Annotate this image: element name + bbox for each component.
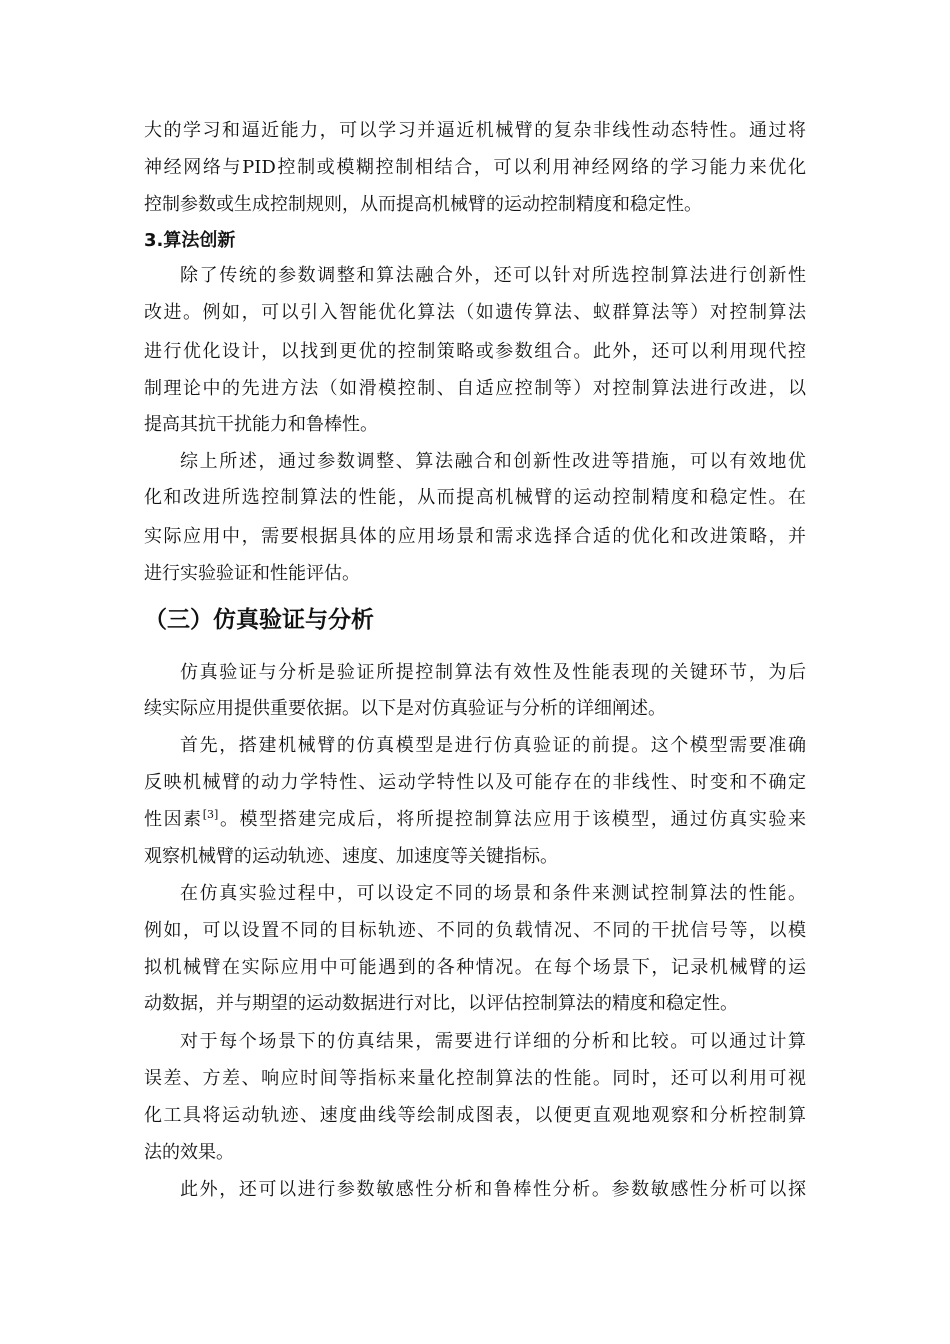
text-line: 拟机械臂在实际应用中可能遇到的各种情况。在每个场景下，记录机械臂的运	[144, 957, 806, 978]
text-line: 动数据，并与期望的运动数据进行对比，以评估控制算法的精度和稳定性。	[144, 993, 738, 1014]
text-line: 进行优化设计，以找到更优的控制策略或参数组合。此外，还可以利用现代控	[144, 341, 806, 362]
text-line: 综上所述，通过参数调整、算法融合和创新性改进等措施，可以有效地优	[180, 451, 806, 472]
text-line: 控制参数或生成控制规则，从而提高机械臂的运动控制精度和稳定性。	[144, 194, 702, 215]
text-line: 误差、方差、响应时间等指标来量化控制算法的性能。同时，还可以利用可视	[144, 1068, 806, 1089]
text-line: 提高其抗干扰能力和鲁棒性。	[144, 414, 378, 435]
text-fragment: 性因素	[144, 809, 203, 830]
text-line: 例如，可以设置不同的目标轨迹、不同的负载情况、不同的干扰信号等，以模	[144, 920, 806, 941]
citation-ref[interactable]: [3]	[202, 808, 219, 821]
text-line: 进行实验验证和性能评估。	[144, 563, 360, 584]
sub-heading: 3.算法创新	[144, 230, 236, 251]
text-line: 改进。例如，可以引入智能优化算法（如遗传算法、蚁群算法等）对控制算法	[144, 302, 806, 323]
text-line: 反映机械臂的动力学特性、运动学特性以及可能存在的非线性、时变和不确定	[144, 772, 806, 793]
text-line: 大的学习和逼近能力，可以学习并逼近机械臂的复杂非线性动态特性。通过将	[144, 120, 806, 141]
text-line: 化工具将运动轨迹、速度曲线等绘制成图表，以便更直观地观察和分析控制算	[144, 1105, 806, 1126]
text-line: 续实际应用提供重要依据。以下是对仿真验证与分析的详细阐述。	[144, 698, 666, 719]
text-line: 除了传统的参数调整和算法融合外，还可以针对所选控制算法进行创新性	[180, 265, 806, 286]
text-line: 仿真验证与分析是验证所提控制算法有效性及性能表现的关键环节，为后	[180, 662, 806, 683]
text-line: 此外，还可以进行参数敏感性分析和鲁棒性分析。参数敏感性分析可以探	[180, 1179, 806, 1200]
text-line: 化和改进所选控制算法的性能，从而提高机械臂的运动控制精度和稳定性。在	[144, 487, 806, 508]
text-line	[144, 809, 806, 831]
text-line: 法的效果。	[144, 1142, 234, 1163]
text-line: 首先，搭建机械臂的仿真模型是进行仿真验证的前提。这个模型需要准确	[180, 735, 806, 756]
text-line: 制理论中的先进方法（如滑模控制、自适应控制等）对控制算法进行改进，以	[144, 378, 806, 399]
text-line: 观察机械臂的运动轨迹、速度、加速度等关键指标。	[144, 846, 558, 867]
text-line: 神经网络与PID控制或模糊控制相结合，可以利用神经网络的学习能力来优化	[144, 157, 806, 178]
section-heading: （三）仿真验证与分析	[144, 607, 374, 633]
text-line: 实际应用中，需要根据具体的应用场景和需求选择合适的优化和改进策略，并	[144, 526, 806, 547]
text-line: 在仿真实验过程中，可以设定不同的场景和条件来测试控制算法的性能。	[180, 883, 806, 904]
text-line: 对于每个场景下的仿真结果，需要进行详细的分析和比较。可以通过计算	[180, 1031, 806, 1052]
text-fragment: 。模型搭建完成后，将所提控制算法应用于该模型，通过仿真实验来	[218, 809, 806, 830]
